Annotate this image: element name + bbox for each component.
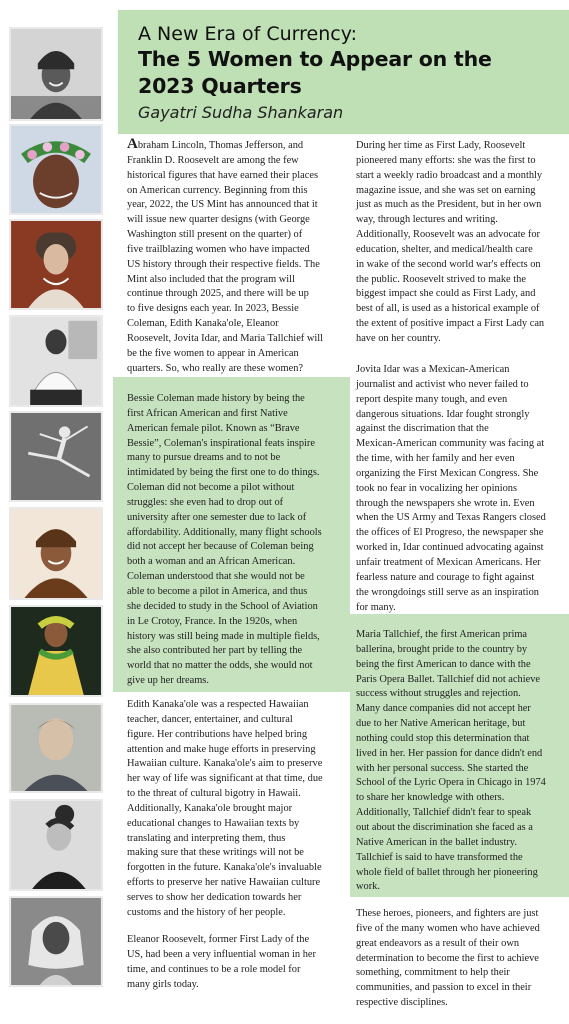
roosevelt-intro-line: time, and continues to be a role model for (127, 963, 301, 975)
kanakaole-line: Hawaiian culture. Kanaka'ole's aim to preserve (127, 758, 323, 770)
idar-line: for many. (356, 601, 396, 613)
tallchief-line: Maria Tallchief, the first American prima (356, 629, 528, 640)
intro-line: year, 2022, the US Mint has announced that it (127, 199, 318, 211)
coleman-line: in Le Crotoy, France. In the 1920s, when (127, 615, 298, 627)
idar-line: unfair treatment of Mexican Americans. Her (356, 556, 541, 568)
article-title-line-2: 2023 Quarters (138, 74, 302, 98)
intro-line: be the five women to appear in American (127, 347, 299, 359)
roosevelt-line: in wake of the second world war's effects on (356, 258, 541, 270)
idar-line: the time, with her family and her even (356, 453, 515, 465)
roosevelt-line: education, shelter, and medical/health care (356, 243, 533, 255)
roosevelt-paragraph (356, 139, 544, 347)
coleman-line: did not accept her because of Coleman being (127, 541, 314, 553)
conclusion-line: five of the many women who have achieved (356, 922, 540, 934)
tallchief-line: to share her knowledge with others. (356, 792, 505, 804)
portrait-photo-3 (9, 219, 103, 310)
portrait-photo-4 (9, 315, 103, 407)
intro-line: to five designs each year. In 2023, Bessie (127, 303, 299, 315)
coleman-line: university after one semester due to lack of (127, 511, 307, 523)
tallchief-line: whole field of ballet through her pioneering (356, 866, 538, 878)
roosevelt-intro-line: Eleanor Roosevelt, former First Lady of the (127, 934, 310, 945)
intro-line: Franklin D. Roosevelt are among the few (127, 154, 299, 166)
article-pretitle: A New Era of Currency: (138, 23, 357, 45)
coleman-line: world that no matter the odds, she would not (127, 660, 313, 672)
kanakaole-paragraph (127, 698, 323, 921)
kanakaole-line: serves to show her dedication towards her (127, 891, 302, 903)
tallchief-line: Tallchief is said to have transformed the (356, 851, 523, 863)
idar-line: Mexican-American community was facing at (356, 438, 545, 450)
coleman-line: Bessie”, Coleman's inspirational feats inspire (127, 437, 315, 449)
coleman-line: intimidated by being the first one to do things. (127, 467, 320, 479)
coleman-line: first African American and first Native (127, 407, 288, 419)
idar-line: worked in, Idar continued advocating against (356, 542, 544, 554)
idar-line: organizing the First Mexican Congress. She (356, 467, 539, 479)
hula-dancer-image (11, 607, 101, 695)
seated-woman-image (11, 317, 101, 405)
tallchief-line: nothing could stop this determination that (356, 732, 530, 744)
idar-line: the wrongdoings still serve as an inspiration (356, 586, 539, 598)
portrait-photo-5 (9, 411, 103, 502)
tallchief-line: lived in her. Her passion for dance didn't end (356, 747, 543, 759)
coleman-line: struggles: she even had to drop out of (127, 496, 284, 508)
kanakaole-line: Edith Kanaka'ole was a respected Hawaiian (127, 699, 309, 710)
tallchief-line: Paris Opera Ballet. Tallchief did not achieve (356, 673, 541, 685)
intro-line: Mint also included that the program will (127, 273, 295, 285)
kanakaole-line: customs and the history of her people. (127, 906, 286, 918)
portrait-photo-9 (9, 799, 103, 891)
coleman-line: American female pilot. Known as “Brave (127, 422, 300, 434)
kanakaole-line: educational changes to Hawaiian texts by (127, 817, 300, 829)
coleman-line: history was still being made in multiple fields, (127, 630, 320, 642)
roosevelt-line: have on her country. (356, 332, 441, 344)
tallchief-line: Many dance companies did not accept her (356, 703, 531, 715)
conclusion-line: These heroes, pioneers, and fighters are just (356, 908, 539, 919)
coleman-line: Coleman did not become a pilot without (127, 482, 295, 494)
coleman-paragraph (127, 392, 322, 689)
portrait-photo-1 (9, 27, 103, 121)
tallchief-line: School of the Lyric Opera in Chicago in 1974 (356, 777, 546, 789)
coleman-line: Bessie Coleman made history by being the (127, 393, 305, 404)
article-author: Gayatri Sudha Shankaran (138, 103, 344, 122)
elderly-woman-image (11, 705, 101, 791)
intro-line: quarters. So, who really are these women? (127, 362, 304, 374)
tallchief-line: ballerina, brought pride to the country by (356, 643, 528, 655)
idar-line: Jovita Idar was a Mexican-American (356, 364, 510, 375)
conclusion-paragraph (356, 907, 540, 1011)
coleman-line: she also contributed her part by telling the (127, 645, 303, 657)
roosevelt-intro-line: many girls today. (127, 978, 199, 990)
tallchief-line: with her personal success. She started the (356, 762, 529, 774)
roosevelt-line: pioneered many efforts: she was the first to (356, 154, 536, 166)
kanakaole-line: teacher, dancer, entertainer, and cultural (127, 713, 293, 725)
portrait-photo-10 (9, 896, 103, 987)
conclusion-line: communities, and passion to excel in their (356, 982, 532, 994)
kanakaole-line: to the threat of cultural bigotry in Hawaii. (127, 788, 301, 800)
tallchief-line: out about the discrimination she faced as a (356, 821, 533, 833)
intro-line: Abraham Lincoln, Thomas Jefferson, and (127, 136, 304, 152)
article-header (118, 10, 569, 134)
coleman-line: she decided to study in the School of Aviation (127, 600, 318, 612)
pearl-portrait-image (11, 221, 101, 308)
tallchief-line: being the first American to dance with the (356, 658, 531, 670)
roosevelt-line: just as much as the President, but in her own (356, 199, 542, 211)
tallchief-line: due to her Native American heritage, but (356, 718, 526, 730)
idar-paragraph (356, 363, 546, 615)
portrait-photo-2 (9, 124, 103, 215)
roosevelt-line: way, through lectures and writing. (356, 214, 498, 226)
kanakaole-line: making sure that these writings will not be (127, 847, 304, 859)
tallchief-line: success without struggles and rejection. (356, 688, 521, 700)
aviator-color-image (11, 509, 101, 598)
aviator-portrait-image (11, 29, 101, 119)
idar-line: against the discrimation that the (356, 423, 489, 435)
roosevelt-intro-line: US, had been a very influential woman in her (127, 948, 316, 960)
roosevelt-line: start a weekly radio broadcast and a monthly (356, 169, 543, 181)
roosevelt-line: best of all, is used as a historical example of (356, 303, 540, 315)
tallchief-line: Additionally, Tallchief didn't fear to speak (356, 807, 532, 819)
portrait-photo-8 (9, 703, 103, 793)
idar-line: through the newspapers she wrote in. Even (356, 497, 535, 509)
kanakaole-line: forgotten in the future. Kanaka'ole's invaluable (127, 862, 322, 874)
intro-line: continue through 2025, and there will be up (127, 288, 309, 300)
intro-line: will issue new quarter designs (with George (127, 214, 310, 226)
idar-line: fearless nature and courage to fight against (356, 571, 535, 583)
lei-portrait-image (11, 126, 101, 213)
intro-line: five trailblazing women who have impacted (127, 243, 310, 255)
roosevelt-line: During her time as First Lady, Roosevelt (356, 140, 526, 151)
roosevelt-line: the public. Roosevelt strived to make the (356, 273, 526, 285)
idar-line: the offices of El Progreso, the newspaper she (356, 527, 544, 539)
idar-line: report despite many tough, and even (356, 393, 508, 405)
ballerina-leap-image (11, 413, 101, 500)
roosevelt-line: Additionally, Roosevelt was an advocate for (356, 229, 540, 241)
intro-line: Washington still present on the quarter) of (127, 229, 303, 241)
coleman-line: both a woman and an African American. (127, 556, 296, 568)
kanakaole-line: efforts to preserve her native Hawaiian culture (127, 877, 321, 889)
portrait-photo-7 (9, 605, 103, 697)
kanakaole-line: Additionally, Kanaka'ole brought major (127, 802, 293, 814)
intro-paragraph (127, 137, 323, 377)
conclusion-line: great endeavors as a result of their own (356, 937, 520, 949)
tallchief-line: work. (356, 881, 380, 893)
conclusion-line: something, commitment to help their (356, 967, 510, 979)
idar-line: dangerous situations. Idar fought strongly (356, 408, 530, 420)
kanakaole-line: translating and interpreting them, thus (127, 832, 286, 844)
intro-line: Coleman, Edith Kanaka'ole, Eleanor (127, 318, 279, 330)
tallchief-line: Native American in the ballet industry. (356, 836, 517, 848)
ballerina-headscarf-image (11, 898, 101, 985)
conclusion-line: respective disciplines. (356, 997, 448, 1009)
kanakaole-line: figure. Her contributions have helped bring (127, 728, 308, 740)
intro-line: Roosevelt, Jovita Idar, and Maria Tallchief will (127, 332, 324, 344)
roosevelt-line: the extent of positive impact a First Lady can (356, 318, 545, 330)
portrait-photo-6 (9, 507, 103, 600)
woman-bun-image (11, 801, 101, 889)
roosevelt-line: biggest impact she could as First Lady, and (356, 288, 536, 300)
coleman-line: able to become a pilot in America, and thus (127, 585, 308, 597)
coleman-line: affordability. Additionally, many flight schools (127, 526, 322, 538)
idar-line: journalist and activist who never failed to (356, 378, 529, 390)
coleman-line: many to pursue dreams and to not be (127, 452, 281, 464)
kanakaole-line: attention and make huge efforts in preserving (127, 743, 316, 755)
roosevelt-line: magazine issue, and she was set on earning (356, 184, 536, 196)
idar-line: took no fear in vocalizing her opinions (356, 482, 518, 494)
conclusion-line: determination to become the first to achieve (356, 952, 539, 964)
tallchief-paragraph (356, 628, 546, 895)
intro-line: historical figures that have earned their places (127, 169, 318, 181)
article-title-line-1: The 5 Women to Appear on the (138, 47, 492, 71)
coleman-line: Coleman understood that she would not be (127, 571, 305, 583)
coleman-line: give up her dreams. (127, 675, 209, 687)
intro-dropcap: A (127, 136, 138, 152)
kanakaole-line: her way of life was significant at that time, due (127, 773, 323, 785)
roosevelt-intro-paragraph (127, 933, 316, 992)
intro-line: on American currency. Beginning from this (127, 184, 308, 196)
idar-line: when the US Army and Texas Rangers closed (356, 512, 546, 524)
intro-line: US history through their respective fields. The (127, 258, 320, 270)
